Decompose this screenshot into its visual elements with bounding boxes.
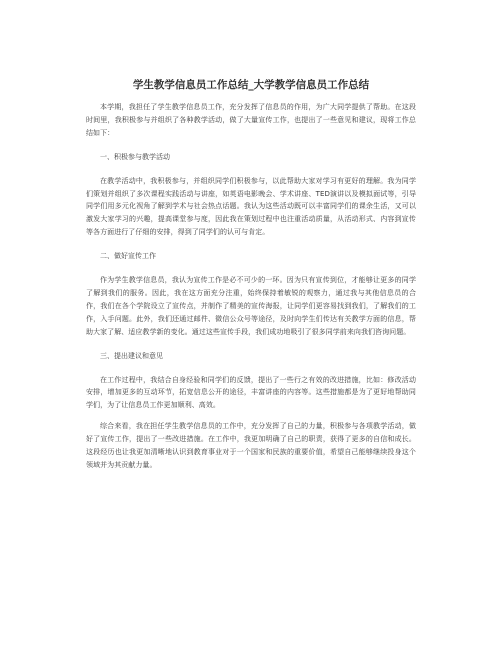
section-heading-2: 二、做好宣传工作 [100,252,156,261]
paragraph-spacer [86,412,416,420]
intro-paragraph: 本学期，我担任了学生教学信息员工作，充分发挥了信息员的作用，为广大同学提供了帮助。在这段时间里，我积极参与并组织了各种教学活动，做了大量宣传工作，也提出了一些意见和建议，现将工作总结如下： [86,103,416,137]
section-heading-1: 一、积极参与教学活动 [100,152,170,161]
section-body-3: 在工作过程中，我结合自身经验和同学们的反馈，提出了一些行之有效的改进措施，比如：修改活动安排，增加更多的互动环节，拓宽信息公开的途径，丰富讲座的内容等。这些措施都是为了更好地帮助同学们，为了让信息员工作更加顺利、高效。 [86,375,416,410]
document-page [86,78,416,472]
document-title: 学生教学信息员工作总结_大学教学信息员工作总结 [132,79,370,91]
section-body-2: 作为学生教学信息员，我认为宣传工作是必不可少的一环。因为只有宣传到位，才能够让更多的同学了解到我们的服务。因此，我在这方面充分注重，始终保持着敏锐的观察力，通过我与其他信息员的合作，我们在各个学院设立了宣传点，并制作了精美的宣传海报，让同学们更容易找到我们，了解我们的工作，入手问题。此外，我们还通过邮件、微信公众号等途径，及时向学生们传达有关教学方面的信息，帮助大家了解、适应教学新的变化。通过这些宣传手段，我们成功地吸引了很多同学前来向我们咨询问题。 [86,276,416,336]
closing-paragraph: 综合来看，我在担任学生教学信息员的工作中，充分发挥了自己的力量，积极参与各项教学活动，做好了宣传工作，提出了一些改进措施。在工作中，我更加明确了自己的职责，获得了更多的自信和成长。这段经历也让我更加清晰地认识到教育事业对于一个国家和民族的重要价值，希望自己能够继续投身这个领域并为其贡献力量。 [86,422,416,469]
section-body-1: 在教学活动中，我积极参与，并组织同学们积极参与，以此帮助大家对学习有更好的理解。我为同学们策划并组织了多次课程实践活动与讲座，如英语电影晚会、学术讲座、TED演讲以及模拟面试等，引导同学们用多元化视角了解到学术与社会热点话题。我认为这些活动既可以丰富同学们的课余生活，又可以激发大家学习的兴趣，提高课堂参与度，因此我在策划过程中也注重活动质量，从活动形式、内容到宣传等各方面进行了仔细的安排，得到了同学们的认可与肯定。 [86,176,416,237]
section-heading-3: 三、提出建议和意见 [100,351,163,360]
